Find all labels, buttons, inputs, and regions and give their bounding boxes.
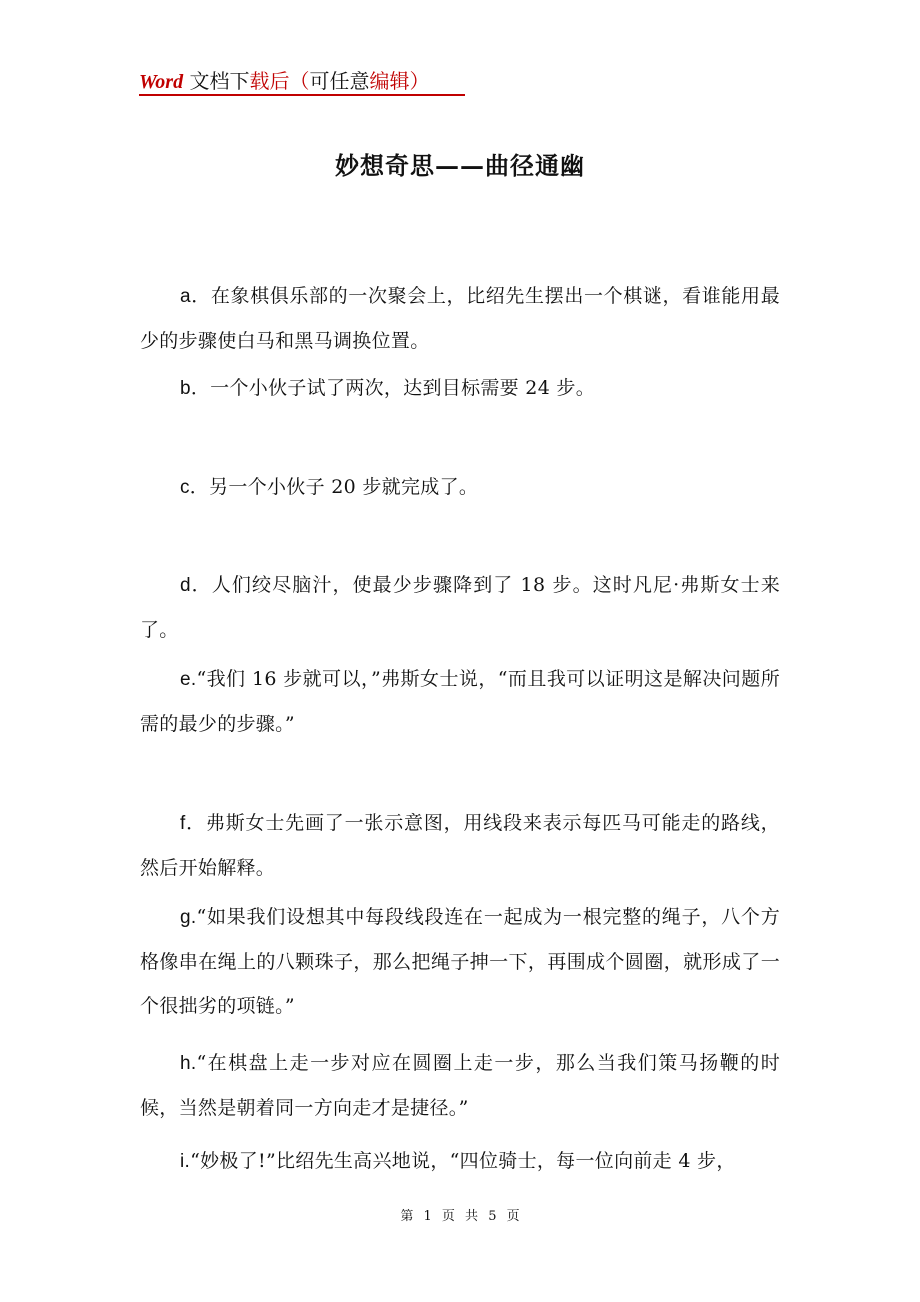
paragraph-text: “我们 16 步就可以，”弗斯女士说，“而且我可以证明这是解决问题所需的最少的步骤。” xyxy=(140,668,780,735)
paragraph-marker: g. xyxy=(180,907,197,928)
paragraph-marker: d． xyxy=(180,575,212,596)
footer-page-number: 1 xyxy=(423,1209,432,1224)
paragraph-marker: b． xyxy=(180,378,211,399)
banner-underline xyxy=(139,94,465,96)
banner-brand: Word xyxy=(139,71,184,93)
paragraph-marker: h. xyxy=(180,1053,197,1074)
paragraph-a xyxy=(140,274,780,363)
paragraph-text: 弗斯女士先画了一张示意图，用线段来表示每匹马可能走的路线，然后开始解释。 xyxy=(140,812,780,879)
footer-total-pages: 5 xyxy=(488,1209,497,1224)
paragraph-text: 人们绞尽脑汁，使最少步骤降到了 18 步。这时凡尼·弗斯女士来了。 xyxy=(140,574,780,641)
page-footer xyxy=(0,1207,920,1227)
paragraph-d xyxy=(140,563,780,652)
paragraph-c xyxy=(140,465,780,510)
paragraph-marker: c． xyxy=(180,477,210,498)
paragraph-text: “如果我们设想其中每段线段连在一起成为一根完整的绳子，八个方格像串在绳上的八颗珠子，那么把绳子抻一下，再围成个圆圈，就形成了一个很拙劣的项链。” xyxy=(140,906,780,1017)
banner-text-b: 载后（ xyxy=(249,69,310,93)
footer-mid: 页 共 xyxy=(441,1209,479,1224)
paragraph-b xyxy=(140,366,780,411)
paragraph-g xyxy=(140,895,780,1028)
paragraph-marker: e. xyxy=(180,669,197,690)
paragraph-h xyxy=(140,1041,780,1130)
paragraph-marker: i. xyxy=(180,1151,191,1172)
footer-suffix: 页 xyxy=(506,1209,520,1224)
paragraph-e xyxy=(140,657,780,746)
paragraph-i xyxy=(140,1139,780,1184)
paragraph-marker: a． xyxy=(180,286,211,307)
banner-text-a: 文档下 xyxy=(189,69,250,93)
paragraph-text: “在棋盘上走一步对应在圆圈上走一步，那么当我们策马扬鞭的时候，当然是朝着同一方向走才是捷径。” xyxy=(140,1052,780,1119)
download-banner[interactable] xyxy=(139,64,429,99)
paragraph-text: 一个小伙子试了两次，达到目标需要 24 步。 xyxy=(210,377,596,399)
paragraph-text: 在象棋俱乐部的一次聚会上，比绍先生摆出一个棋谜，看谁能用最少的步骤使白马和黑马调换位置。 xyxy=(140,285,780,352)
banner-text-d: 编辑） xyxy=(369,69,430,93)
document-title: 妙想奇思——曲径通幽 xyxy=(335,151,585,180)
paragraph-text: “妙极了!”比绍先生高兴地说，“四位骑士，每一位向前走 4 步， xyxy=(190,1150,736,1172)
paragraph-text: 另一个小伙子 20 步就完成了。 xyxy=(209,476,479,498)
banner-text-c: 可任意 xyxy=(309,69,370,93)
paragraph-marker: f． xyxy=(180,813,206,834)
paragraph-f xyxy=(140,801,780,890)
footer-prefix: 第 xyxy=(400,1209,414,1224)
